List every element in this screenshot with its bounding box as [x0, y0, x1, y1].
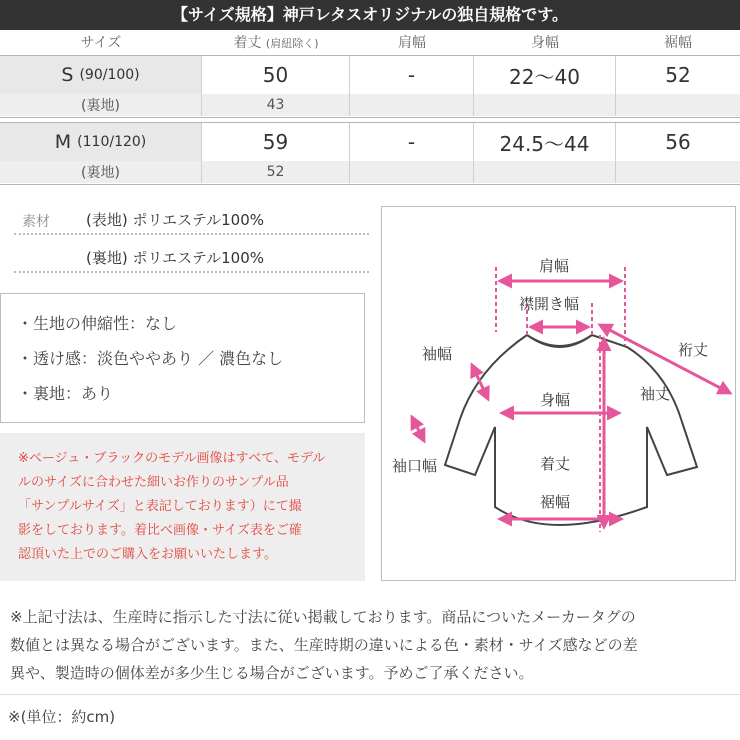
empty-cell	[474, 94, 616, 116]
size-cell	[0, 56, 202, 94]
header-size: サイズ	[80, 35, 122, 51]
header-length-label: 着丈	[233, 35, 262, 51]
label-sleeve-length: 袖丈	[640, 385, 671, 403]
garment-shape	[445, 335, 697, 525]
material-outer-line	[14, 205, 369, 235]
table-row-lining	[0, 161, 740, 183]
empty-cell	[616, 94, 740, 116]
header-chest: 身幅	[531, 35, 559, 51]
unit-note: ※(単位：約cm)	[8, 708, 116, 726]
empty-cell	[616, 161, 740, 183]
hem-cell: 56	[665, 130, 691, 154]
label-sleeve-width: 袖幅	[422, 345, 453, 363]
disclaimer-line: 数値とは異なる場合がございます。また、生産時期の違いによる色・素材・サイズ感などの差	[10, 636, 638, 654]
size-cell	[0, 123, 202, 161]
empty-cell	[350, 94, 474, 116]
header-shoulder: 肩幅	[398, 35, 426, 51]
chest-cell: 22〜40	[474, 56, 616, 94]
size-range: (110/120)	[77, 134, 147, 150]
notice-line: 認頂いた上でのご購入をお願いいたします。	[18, 547, 277, 562]
notice-line: 影をしております。着比べ画像・サイズ表をご確	[18, 523, 302, 538]
empty-cell	[474, 161, 616, 183]
length-cell: 50	[202, 56, 350, 94]
shoulder-cell: -	[350, 56, 474, 94]
empty-cell	[350, 161, 474, 183]
lining-label: (裏地)	[0, 161, 202, 183]
disclaimer-line: ※上記寸法は、生産時に指示した寸法に従い掲載しております。商品についたメーカータグの	[10, 608, 636, 626]
label-cuff: 袖口幅	[392, 457, 438, 475]
material-inner: (裏地) ポリエステル100%	[86, 249, 265, 267]
shoulder-cell: -	[350, 123, 474, 161]
disclaimer-line: 異や、製造時の個体差が多少生じる場合がございます。予めご了承ください。	[10, 664, 534, 682]
label-yuki: 裄丈	[678, 341, 709, 359]
property-stretch: ・生地の伸縮性：なし	[17, 314, 178, 333]
size-range: (90/100)	[79, 67, 140, 83]
length-cell: 59	[202, 123, 350, 161]
label-neck: 襟開き幅	[519, 295, 580, 313]
header-hem: 裾幅	[664, 35, 692, 51]
lining-length-cell: 43	[202, 94, 350, 116]
label-hem: 裾幅	[540, 493, 571, 511]
material-label: 素材	[22, 214, 50, 230]
lining-label: (裏地)	[0, 94, 202, 116]
property-sheerness: ・透け感：淡色ややあり ／ 濃色なし	[17, 349, 284, 368]
label-shoulder: 肩幅	[539, 257, 570, 275]
property-lining: ・裏地：あり	[17, 384, 114, 403]
label-length: 着丈	[540, 455, 571, 473]
label-chest: 身幅	[540, 391, 571, 409]
notice-line: ※ベージュ・ブラックのモデル画像はすべて、モデル	[18, 451, 326, 466]
hem-cell: 52	[665, 63, 691, 87]
header-length-note: (肩紐除く)	[265, 37, 319, 50]
divider	[0, 694, 740, 695]
material-inner-line	[14, 243, 369, 273]
table-row	[0, 56, 740, 94]
chest-cell: 24.5〜44	[474, 123, 616, 161]
table-row	[0, 123, 740, 161]
notice-line: ルのサイズに合わせた細いお作りのサンプル品	[18, 475, 289, 490]
table-row-lining	[0, 94, 740, 116]
notice-line: 「サンプルサイズ」と表記しております）にて撮	[18, 499, 302, 514]
model-image-notice	[0, 433, 365, 581]
size-label: S	[61, 64, 74, 86]
fabric-properties-box	[0, 293, 365, 423]
lining-length-cell: 52	[202, 161, 350, 183]
material-outer: (表地) ポリエステル100%	[86, 211, 265, 229]
measurement-diagram	[381, 206, 736, 581]
size-spec-banner: 【サイズ規格】神戸レタスオリジナルの独自規格です。	[0, 0, 740, 30]
cuff-arrow	[412, 417, 424, 441]
size-label: M	[54, 131, 72, 153]
header-length	[202, 32, 350, 54]
